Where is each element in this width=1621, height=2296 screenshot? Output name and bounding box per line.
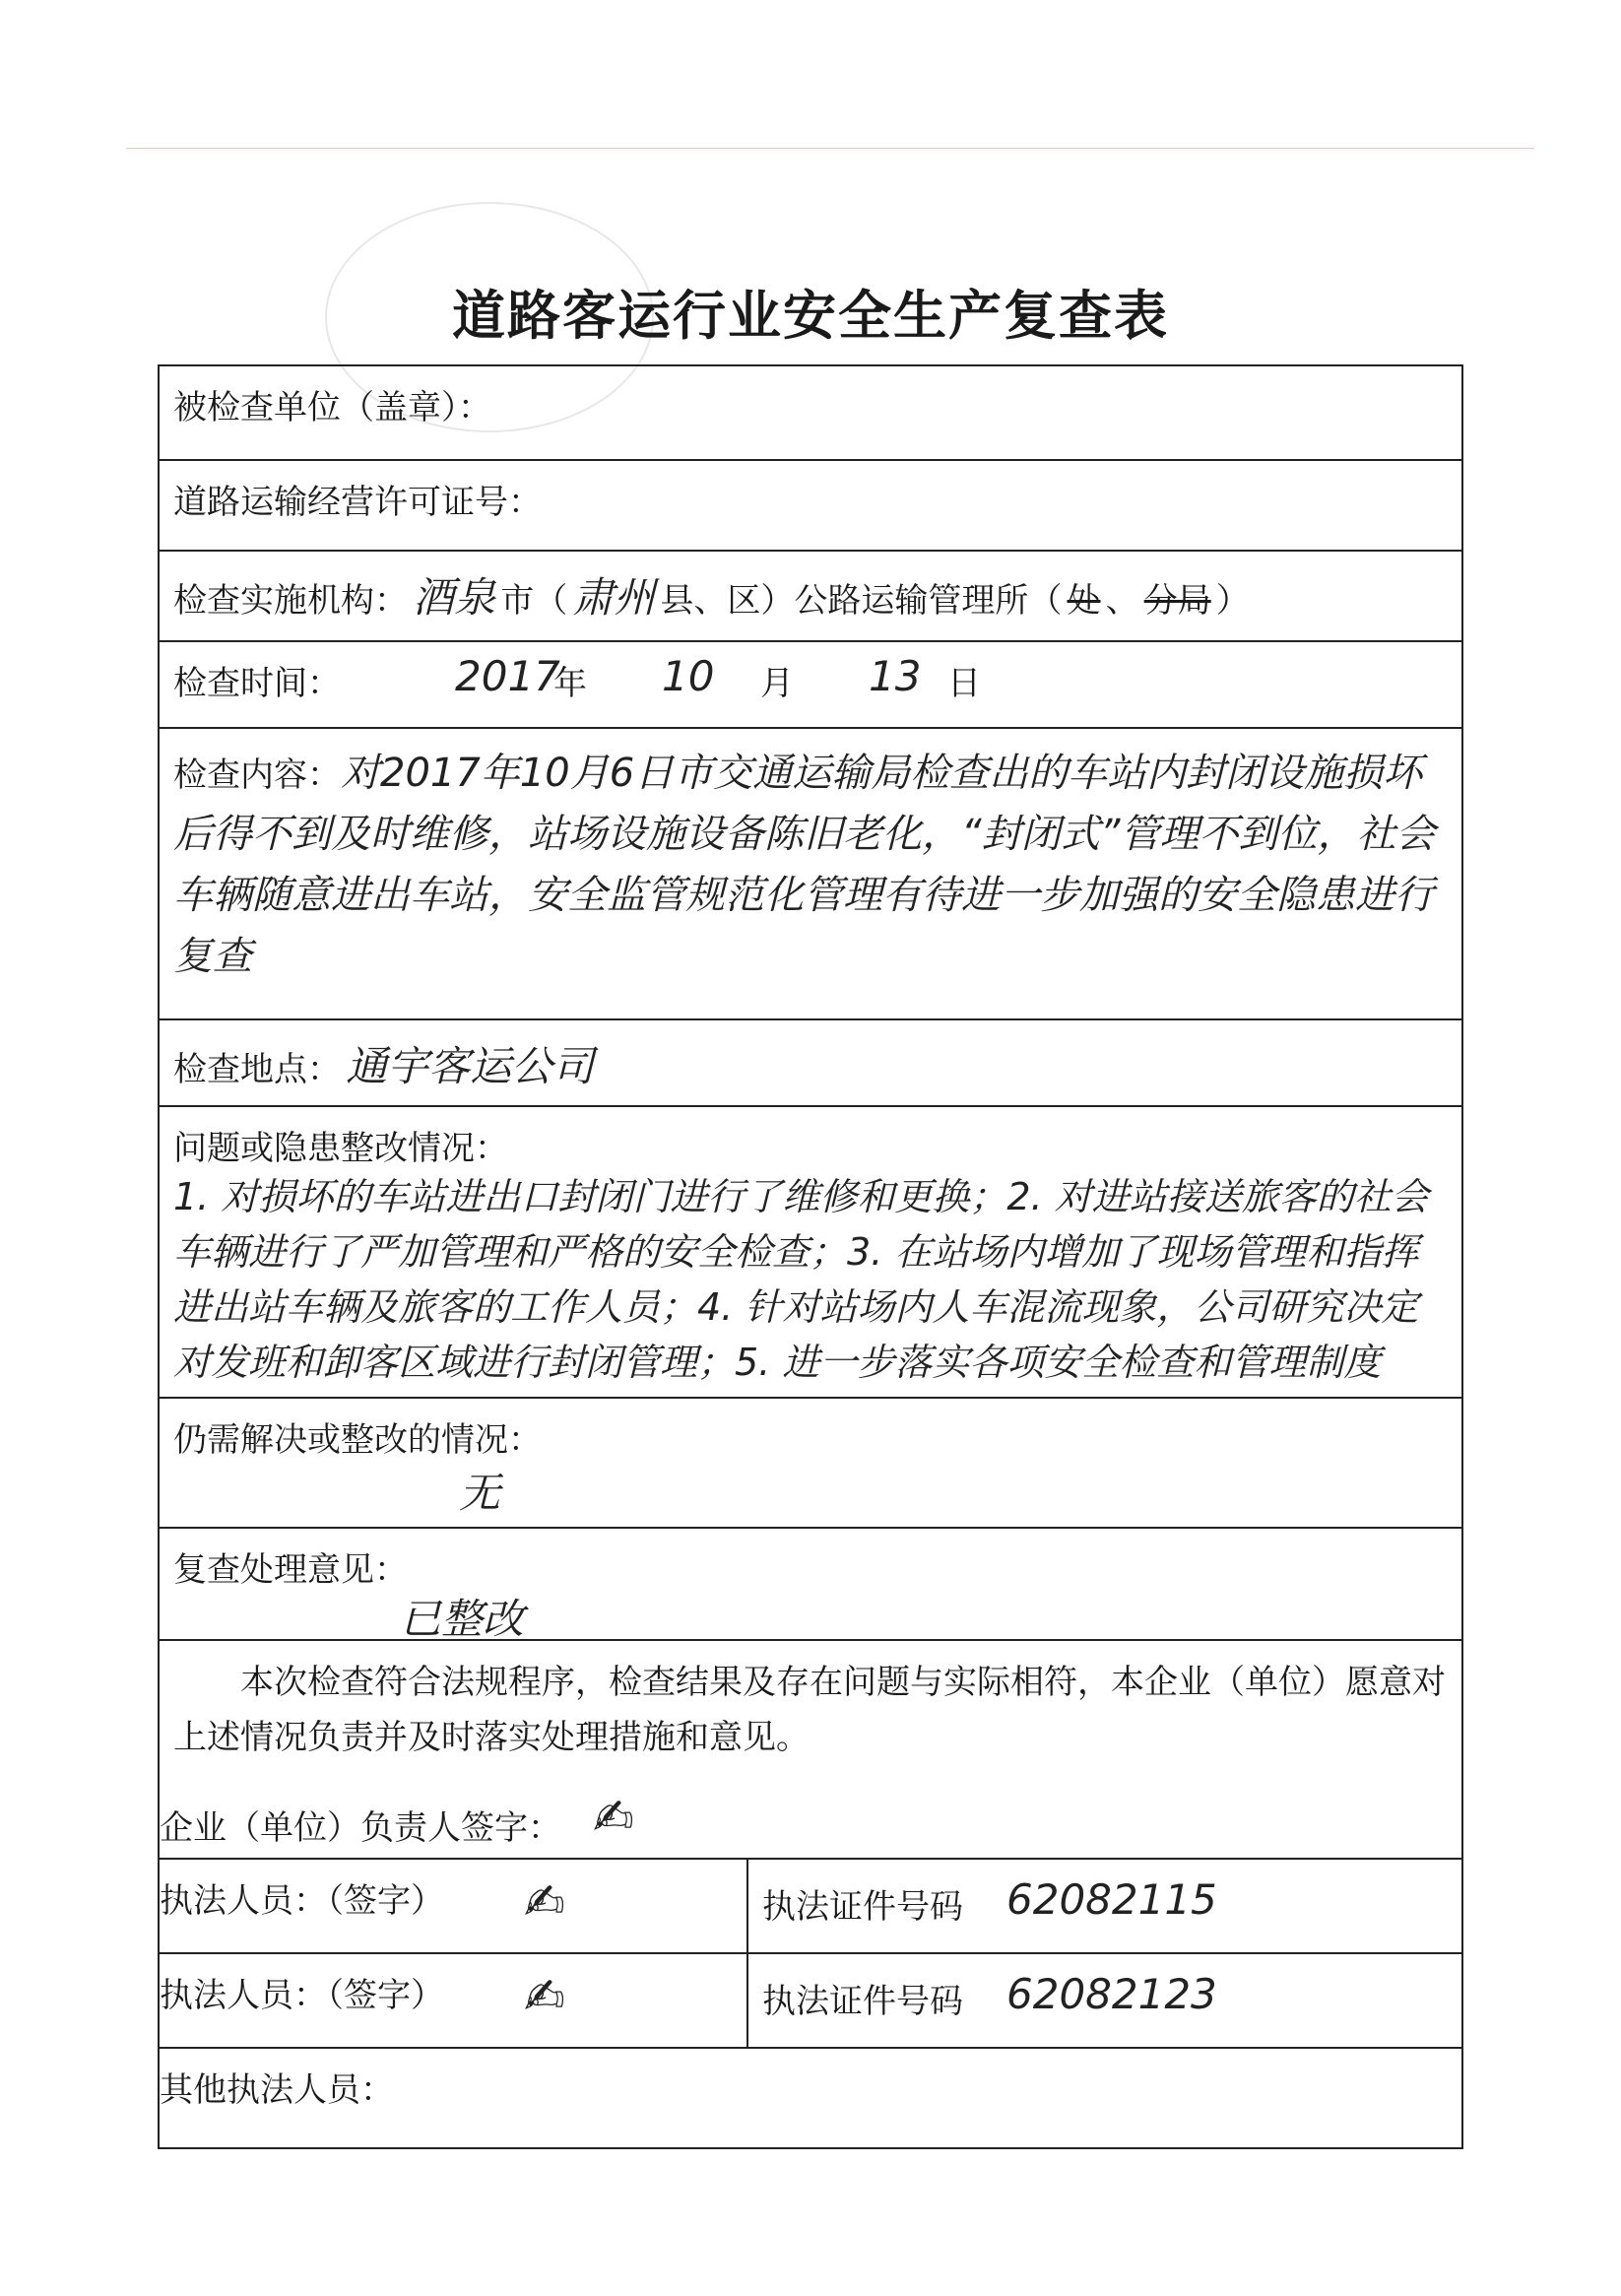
officer-1-cert-label: 执法证件号码: [762, 1887, 963, 1927]
time-month: 10: [662, 652, 715, 700]
agency-county-suffix: 县、区）公路运输管理所（: [660, 581, 1063, 621]
opinion-value: 已整改: [400, 1595, 525, 1643]
agency-county-value: 肃州: [572, 573, 656, 622]
agency-office-a: 处: [1067, 581, 1101, 621]
row-statement: [160, 1641, 1461, 1860]
rectification-value: 1. 对损坏的车站进出口封闭门进行了维修和更换；2. 对进站接送旅客的社会车辆进行了严加管理和严格的安全检查；3. 在站场内增加了现场管理和指挥进出站车辆及旅客的工作人员；4. 针对站场内人车混流现象，公司研究决定对发班和卸客区域进行封闭管理；5. 进一步落实各项安全检查和管理制度: [173, 1175, 1429, 1384]
row-rectification: [160, 1107, 1461, 1399]
agency-office-close: ）: [1215, 581, 1250, 621]
time-year-unit: 年: [553, 664, 587, 703]
row-location: [160, 1020, 1461, 1107]
time-label: 检查时间：: [173, 664, 341, 703]
statement-text: 本次检查符合法规程序，检查结果及存在问题与实际相符，本企业（单位）愿意对上述情况负责并及时落实处理措施和意见。: [173, 1663, 1446, 1757]
license-label: 道路运输经营许可证号：: [173, 483, 542, 522]
document-title: 道路客运行业安全生产复查表: [452, 284, 1169, 347]
row-opinion: [160, 1529, 1461, 1641]
agency-office-sep: 、: [1105, 581, 1139, 621]
other-officers-label: 其他执法人员：: [160, 2070, 394, 2110]
row-other-officers: [160, 2049, 1461, 2147]
row-officer-2: [160, 1954, 1461, 2049]
row-agency: [160, 552, 1461, 642]
time-month-unit: 月: [760, 664, 794, 703]
row-license: [160, 461, 1461, 552]
remaining-label: 仍需解决或整改的情况：: [173, 1420, 542, 1460]
row-content: [160, 729, 1461, 1020]
agency-city-value: 酒泉: [413, 573, 496, 622]
agency-label: 检查实施机构：: [173, 581, 408, 621]
officer-2-cert-no: 62082123: [1006, 1970, 1217, 2018]
officer-1-signature: ✍: [524, 1873, 565, 1931]
rectification-label: 问题或隐患整改情况：: [173, 1129, 508, 1168]
responsible-signature: ✍: [593, 1789, 634, 1846]
agency-city-suffix: 市（: [500, 581, 568, 621]
time-year: 2017: [455, 652, 560, 700]
officer-2-cert-label: 执法证件号码: [762, 1982, 963, 2021]
officer-1-divider: [746, 1860, 748, 1952]
content-label: 检查内容：: [173, 755, 341, 795]
review-form: [158, 364, 1463, 2149]
row-remaining: [160, 1399, 1461, 1529]
row-inspected-unit: [160, 366, 1461, 461]
remaining-value: 无: [459, 1469, 501, 1517]
content-block: [173, 743, 1448, 987]
officer-2-label: 执法人员：（签字）: [160, 1976, 444, 2015]
row-time: [160, 642, 1461, 729]
time-day-unit: 日: [947, 664, 981, 703]
officer-1-label: 执法人员：（签字）: [160, 1881, 444, 1921]
officer-2-signature: ✍: [524, 1968, 565, 2025]
officer-1-cert-no: 62082115: [1006, 1875, 1217, 1924]
inspected-unit-label: 被检查单位（盖章）：: [173, 388, 491, 427]
top-rule: [126, 148, 1534, 149]
location-value: 通宇客运公司: [346, 1042, 595, 1090]
responsible-label: 企业（单位）负责人签字：: [160, 1808, 561, 1848]
officer-2-divider: [746, 1954, 748, 2047]
opinion-label: 复查处理意见：: [173, 1550, 408, 1590]
location-label: 检查地点：: [173, 1050, 341, 1089]
row-officer-1: [160, 1860, 1461, 1954]
content-value: 对2017年10月6日市交通运输局检查出的车站内封闭设施损坏后得不到及时维修，站场设施设备陈旧老化，“封闭式”管理不到位，社会车辆随意进出车站，安全监管规范化管理有待进一步加强的安全隐患进行复查: [173, 751, 1436, 979]
time-day: 13: [869, 652, 922, 700]
agency-office-b: 分局: [1143, 581, 1211, 621]
